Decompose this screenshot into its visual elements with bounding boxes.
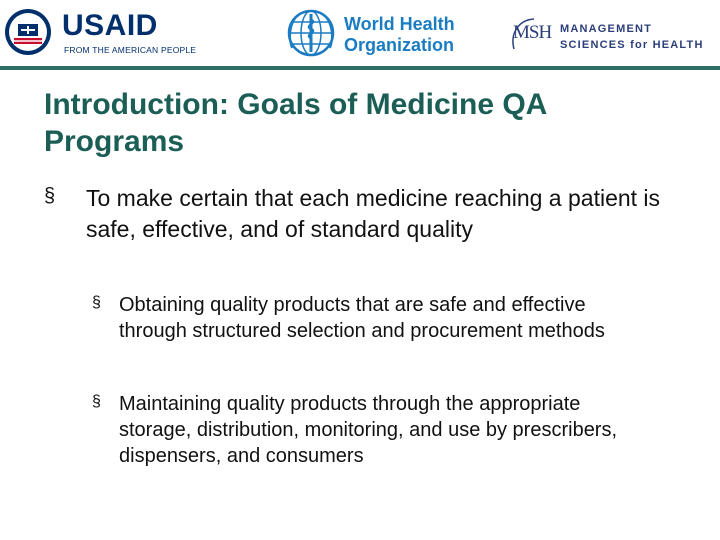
msh-wordmark-line1: MANAGEMENT	[560, 23, 653, 35]
slide-title-line2: Programs	[44, 125, 185, 158]
who-wordmark-line2: Organization	[344, 35, 455, 55]
sub-bullet-text: Maintaining quality products through the appropriate storage, distribution, monitoring, and use by prescribers, dispensers, and consumers	[119, 393, 618, 467]
msh-logo	[510, 12, 710, 56]
who-wordmark-line1: World Health	[344, 14, 455, 34]
header-divider	[0, 66, 720, 70]
sub-bullet-text: Obtaining quality products that are safe and effective through structured selection and procurement methods	[119, 294, 605, 342]
who-logo	[286, 8, 486, 58]
bullet-marker: §	[92, 294, 101, 311]
bullet-marker: §	[92, 393, 101, 410]
usaid-seal-icon	[4, 8, 52, 56]
usaid-logo	[4, 8, 197, 58]
logo-header	[0, 0, 720, 66]
slide-title-line1: Introduction: Goals of Medicine QA	[44, 88, 548, 121]
usaid-wordmark: USAID	[62, 9, 158, 42]
slide-title	[44, 86, 684, 160]
bullet-marker: §	[44, 185, 56, 207]
msh-wordmark-line2: SCIENCES for HEALTH	[560, 39, 704, 51]
msh-mark-text: MSH	[513, 22, 552, 43]
msh-mark-icon	[510, 16, 554, 52]
main-bullet-text: To make certain that each medicine reaching a patient is safe, effective, and of standard quality	[86, 185, 661, 242]
usaid-tagline: FROM THE AMERICAN PEOPLE	[64, 45, 197, 55]
who-emblem-icon	[286, 8, 336, 58]
